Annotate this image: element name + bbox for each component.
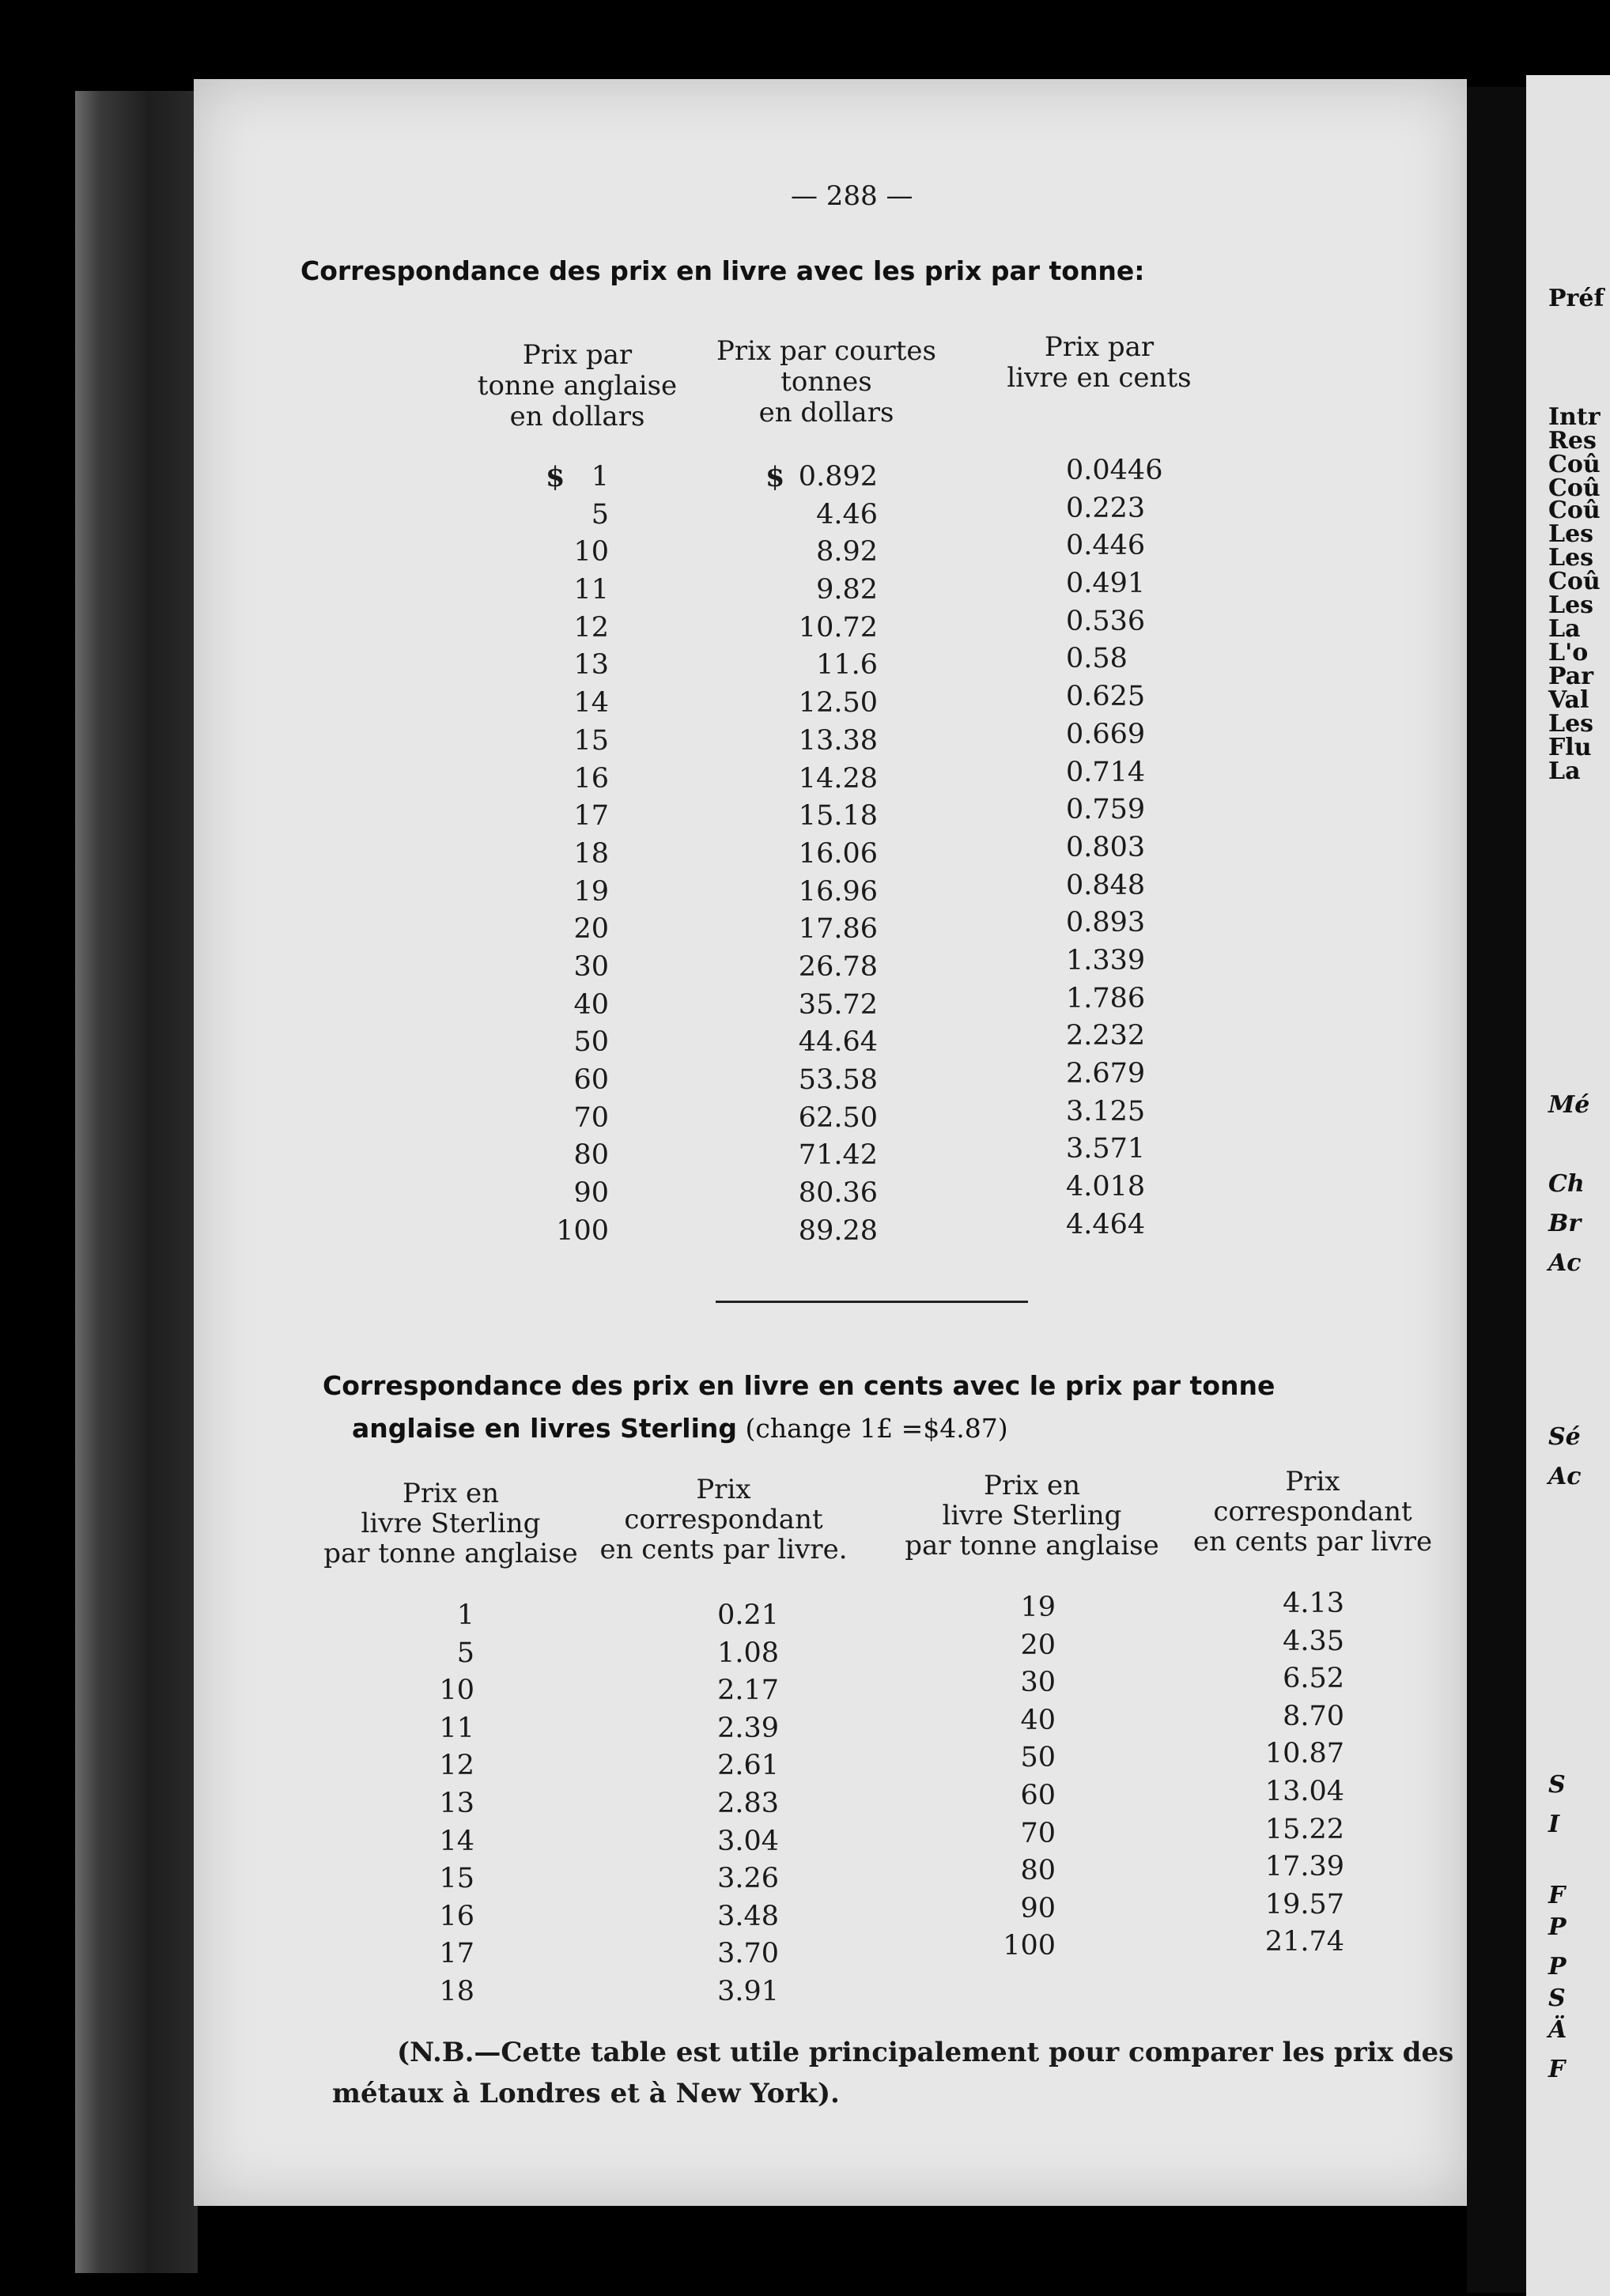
header-line: par tonne anglaise [905, 1530, 1159, 1562]
next-page-word: Ch [1548, 1170, 1585, 1198]
table-cell: 80.36 [798, 1177, 878, 1210]
table-cell: 80 [573, 1139, 609, 1172]
header-line: Prix en [983, 1470, 1080, 1501]
table-cell: 80 [1020, 1855, 1056, 1887]
table-cell: 2.61 [717, 1750, 779, 1782]
table-cell: 1 [456, 1599, 474, 1631]
table-cell: 19.57 [1264, 1888, 1344, 1920]
table-cell: 11.6 [816, 649, 878, 682]
table-cell: 13.38 [798, 724, 878, 757]
table-cell: 3.48 [717, 1900, 779, 1932]
table-cell: 12 [439, 1750, 474, 1782]
table-cell: 13.04 [1264, 1775, 1344, 1807]
header-line: Prix par [1044, 331, 1155, 363]
table-cell: 14 [573, 687, 609, 719]
table-cell: 20 [1020, 1629, 1056, 1661]
table-cell: 0.669 [1066, 718, 1146, 750]
next-page-word: P [1548, 1953, 1567, 1981]
table2-column-header [1178, 1467, 1447, 1557]
table1-column-cents [1066, 452, 1208, 1244]
table-cell: 1.786 [1066, 982, 1146, 1014]
table-cell: 5 [456, 1637, 474, 1669]
footnote-line: (N.B.—Cette table est utile principalement pour comparer les prix des [397, 2037, 1454, 2068]
next-page-word: Sé [1548, 1423, 1581, 1451]
table-cell: 4.018 [1066, 1171, 1146, 1203]
header-line: Prix [696, 1474, 751, 1505]
table-cell: 13 [573, 649, 609, 682]
next-page-word: Ac [1548, 1249, 1582, 1277]
table-cell: 19 [573, 875, 609, 908]
next-page-word: P [1548, 1913, 1567, 1941]
table-cell: 3.26 [717, 1863, 779, 1895]
next-page-word: Br [1548, 1210, 1582, 1237]
next-page-word: F [1548, 2056, 1566, 2083]
header-line: en cents par livre [1192, 1526, 1433, 1558]
table-cell: 0.223 [1066, 492, 1146, 524]
table-cell: 10 [439, 1675, 474, 1707]
page-number: — 288 — [791, 180, 913, 212]
table-cell: 0.759 [1066, 794, 1146, 826]
table-cell: 50 [573, 1026, 609, 1059]
table2-right-cents [1242, 1585, 1344, 1962]
next-page-edge [1526, 75, 1610, 2296]
table-cell: 15.18 [798, 800, 878, 833]
table-cell: 16.96 [798, 875, 878, 908]
next-page-word: Coû [1548, 568, 1601, 595]
section2-heading-continued [352, 1413, 1008, 1444]
next-page-word: Mé [1548, 1091, 1590, 1119]
table-cell: 17 [573, 800, 609, 833]
table-cell: 100 [1003, 1930, 1056, 1962]
table-cell: 14 [439, 1825, 474, 1857]
next-page-word: Flu [1548, 734, 1592, 761]
table-cell: 0.491 [1066, 568, 1146, 600]
table-cell: 1.339 [1066, 944, 1146, 976]
table-cell: 0.536 [1066, 605, 1146, 637]
header-line: en dollars [509, 401, 645, 432]
next-page-word: Coû [1548, 451, 1601, 478]
section2-heading: Correspondance des prix en livre en cents avec le prix par tonne [323, 1370, 1276, 1401]
table-cell: 19 [1020, 1592, 1056, 1623]
table-cell: 8.92 [816, 536, 878, 568]
next-page-word: Res [1548, 427, 1597, 455]
table-cell: 44.64 [798, 1026, 878, 1059]
table-cell: 16.06 [798, 837, 878, 870]
next-page-word: Intr [1548, 403, 1601, 431]
header-line: par tonne anglaise [323, 1538, 578, 1569]
table-cell: 2.39 [717, 1712, 779, 1744]
table-cell: 3.571 [1066, 1133, 1146, 1165]
section-divider [716, 1301, 1028, 1303]
table-cell: 53.58 [798, 1064, 878, 1096]
table-cell: 16 [439, 1900, 474, 1932]
next-page-word: Coû [1548, 474, 1601, 502]
table-cell: 3.04 [717, 1825, 779, 1857]
table-cell: 6.52 [1283, 1663, 1344, 1695]
table-cell: 3.70 [717, 1938, 779, 1970]
table-cell: 2.679 [1066, 1058, 1146, 1089]
table-cell: 18 [573, 837, 609, 870]
exchange-rate-note: (change 1£ =$4.87) [737, 1413, 1008, 1444]
table-cell: 0.848 [1066, 869, 1146, 901]
table-cell: 21.74 [1264, 1926, 1344, 1958]
table-cell: 35.72 [798, 988, 878, 1021]
table2-column-header [589, 1475, 858, 1565]
table1-column-courtes-tonnes [759, 459, 878, 1250]
table2-left-cents [676, 1597, 779, 2011]
header-line: correspondant [624, 1504, 823, 1535]
table-cell: 1.08 [717, 1637, 779, 1669]
table-cell: 0.714 [1066, 756, 1146, 788]
table-cell: 50 [1020, 1742, 1056, 1774]
table-cell: 17.86 [798, 913, 878, 946]
header-line: tonne anglaise [477, 370, 678, 402]
table2-column-header [894, 1471, 1170, 1561]
next-page-word: Ac [1548, 1463, 1582, 1490]
header-line: tonnes [780, 366, 872, 398]
table-cell: 20 [573, 913, 609, 946]
header-line: Prix en [402, 1478, 499, 1509]
table-cell: 18 [439, 1975, 474, 2007]
table-cell: 5 [591, 498, 609, 531]
table-cell: 0.893 [1066, 907, 1146, 939]
table-cell: 70 [573, 1101, 609, 1134]
table-cell: 3.91 [717, 1975, 779, 2007]
table-cell: 0.892 [798, 461, 878, 493]
book-spine-shadow [75, 91, 198, 2273]
table-cell: 15 [573, 724, 609, 757]
header-line: Prix par courtes [716, 335, 936, 367]
table-cell: 0.803 [1066, 831, 1146, 863]
table-cell: 0.446 [1066, 530, 1146, 562]
table-cell: 2.17 [717, 1675, 779, 1707]
table-cell: 16 [573, 762, 609, 795]
header-line: en cents par livre. [599, 1534, 848, 1565]
table-cell: 40 [1020, 1704, 1056, 1736]
table-cell: 10.87 [1264, 1738, 1344, 1770]
table-cell: 89.28 [798, 1214, 878, 1247]
currency-symbol-text: $ [765, 461, 785, 493]
table-cell: 90 [573, 1177, 609, 1210]
table-cell: 0.21 [717, 1599, 779, 1631]
next-page-word: Les [1548, 591, 1594, 619]
table-cell: 14.28 [798, 762, 878, 795]
table1-column-header [988, 332, 1210, 394]
table-cell: 15 [439, 1863, 474, 1895]
next-page-word: S [1548, 1771, 1566, 1799]
next-page-word: Les [1548, 544, 1594, 572]
table1-column-header [467, 340, 688, 432]
table-cell: 60 [1020, 1779, 1056, 1811]
next-page-word: La [1548, 757, 1581, 785]
table-cell: 1 [591, 461, 609, 493]
table-cell: 4.13 [1283, 1588, 1344, 1619]
table-cell: 90 [1020, 1892, 1056, 1924]
table-cell: 12 [573, 611, 609, 644]
table-cell: 10.72 [798, 611, 878, 644]
table-cell: 11 [573, 574, 609, 606]
table-cell: 13 [439, 1787, 474, 1819]
header-line: Prix [1285, 1466, 1340, 1497]
header-line: en dollars [758, 397, 894, 429]
currency-symbol-text: $ [546, 461, 565, 493]
table-cell: 60 [573, 1064, 609, 1096]
table-cell: 8.70 [1283, 1700, 1344, 1732]
next-page-word: S [1548, 1984, 1566, 2012]
table1-column-header [696, 336, 957, 429]
table-cell: 0.625 [1066, 681, 1146, 713]
table-cell: 10 [573, 536, 609, 568]
table1-column-tonne-anglaise [514, 459, 609, 1250]
table-cell: 3.125 [1066, 1095, 1146, 1127]
footnote [332, 2032, 1455, 2114]
table-cell: 4.46 [816, 498, 878, 531]
table-cell: 4.464 [1066, 1208, 1146, 1241]
next-page-word: I [1548, 1811, 1560, 1838]
table-cell: 15.22 [1264, 1813, 1344, 1845]
header-line: livre Sterling [361, 1508, 541, 1539]
next-page-word: Préf [1548, 285, 1604, 312]
next-page-word: L'o [1548, 639, 1589, 667]
table-cell: 12.50 [798, 687, 878, 719]
table-cell: 30 [573, 950, 609, 983]
header-line: Prix par [522, 339, 633, 371]
page-gutter [1467, 87, 1526, 2293]
table-cell: 0.58 [1066, 643, 1128, 675]
table-cell: 17.39 [1264, 1851, 1344, 1883]
next-page-word: Val [1548, 686, 1589, 714]
table-cell: 26.78 [798, 950, 878, 983]
next-page-word: La [1548, 615, 1581, 643]
header-line: livre Sterling [942, 1500, 1122, 1531]
section1-heading: Correspondance des prix en livre avec les prix par tonne: [300, 255, 1145, 286]
table-cell: 11 [439, 1712, 474, 1744]
table-cell: 9.82 [816, 574, 878, 606]
next-page-word: F [1548, 1882, 1566, 1909]
next-page-word: Les [1548, 710, 1594, 738]
table-cell: 70 [1020, 1817, 1056, 1849]
next-page-word: Coû [1548, 497, 1601, 524]
header-line: livre en cents [1007, 362, 1192, 394]
table2-left-sterling [427, 1597, 474, 2011]
table-cell: 71.42 [798, 1139, 878, 1172]
table-cell: 17 [439, 1938, 474, 1970]
table-cell: 100 [556, 1214, 609, 1247]
table-cell: 0.0446 [1066, 455, 1163, 486]
next-page-word: Ä [1548, 2016, 1567, 2044]
next-page-word: Par [1548, 663, 1593, 690]
table-cell: 4.35 [1283, 1625, 1344, 1657]
table2-right-sterling [1000, 1589, 1056, 1966]
table-cell: 2.83 [717, 1787, 779, 1819]
table2-column-header [312, 1478, 589, 1569]
section2-heading-bold: anglaise en livres Sterling [352, 1413, 738, 1444]
table-cell: 62.50 [798, 1101, 878, 1134]
table-cell: 40 [573, 988, 609, 1021]
next-page-word: Les [1548, 520, 1594, 548]
header-line: correspondant [1213, 1496, 1412, 1528]
footnote-line: métaux à Londres et à New York). [332, 2078, 840, 2109]
table-cell: 30 [1020, 1667, 1056, 1699]
table-cell: 2.232 [1066, 1020, 1146, 1052]
